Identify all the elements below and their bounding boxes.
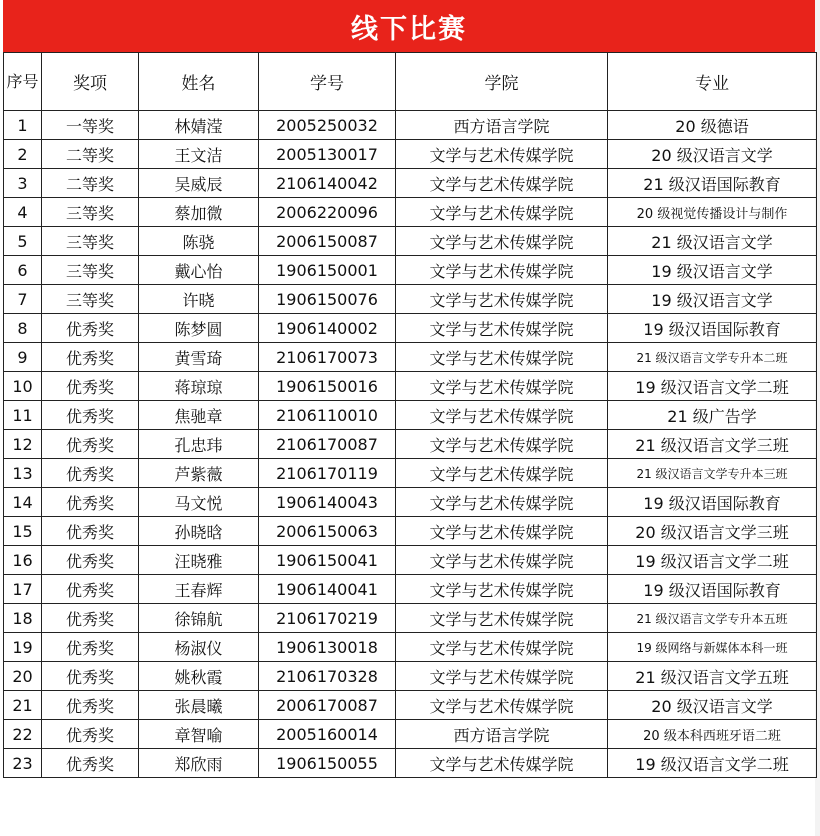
cell-major: 19 级汉语言文学 bbox=[608, 256, 817, 285]
cell-student-id: 2106170073 bbox=[259, 343, 396, 372]
table-row bbox=[4, 256, 817, 285]
cell-college: 文学与艺术传媒学院 bbox=[396, 256, 608, 285]
cell-name: 许晓 bbox=[139, 285, 259, 314]
header-name: 姓名 bbox=[139, 53, 259, 111]
cell-name: 芦紫薇 bbox=[139, 459, 259, 488]
cell-college: 文学与艺术传媒学院 bbox=[396, 546, 608, 575]
cell-college: 西方语言学院 bbox=[396, 111, 608, 140]
cell-name: 汪晓雅 bbox=[139, 546, 259, 575]
cell-student-id: 2005250032 bbox=[259, 111, 396, 140]
cell-award: 三等奖 bbox=[42, 285, 139, 314]
table-row bbox=[4, 285, 817, 314]
cell-major: 19 级汉语国际教育 bbox=[608, 314, 817, 343]
table-row bbox=[4, 749, 817, 778]
cell-seq: 8 bbox=[4, 314, 42, 343]
table-row bbox=[4, 691, 817, 720]
cell-award: 优秀奖 bbox=[42, 401, 139, 430]
cell-student-id: 2005160014 bbox=[259, 720, 396, 749]
table-row bbox=[4, 430, 817, 459]
cell-college: 文学与艺术传媒学院 bbox=[396, 169, 608, 198]
table-row bbox=[4, 604, 817, 633]
cell-award: 一等奖 bbox=[42, 111, 139, 140]
cell-major: 19 级汉语言文学二班 bbox=[608, 749, 817, 778]
cell-award: 三等奖 bbox=[42, 256, 139, 285]
table-row bbox=[4, 488, 817, 517]
cell-award: 优秀奖 bbox=[42, 430, 139, 459]
table-row bbox=[4, 343, 817, 372]
cell-name: 章智喻 bbox=[139, 720, 259, 749]
cell-award: 优秀奖 bbox=[42, 488, 139, 517]
cell-name: 郑欣雨 bbox=[139, 749, 259, 778]
cell-seq: 16 bbox=[4, 546, 42, 575]
cell-major: 21 级汉语言文学五班 bbox=[608, 662, 817, 691]
cell-major: 19 级汉语言文学 bbox=[608, 285, 817, 314]
cell-seq: 12 bbox=[4, 430, 42, 459]
cell-student-id: 1906150041 bbox=[259, 546, 396, 575]
cell-major: 19 级汉语国际教育 bbox=[608, 575, 817, 604]
cell-major: 19 级网络与新媒体本科一班 bbox=[608, 633, 817, 662]
cell-major: 20 级德语 bbox=[608, 111, 817, 140]
cell-college: 文学与艺术传媒学院 bbox=[396, 459, 608, 488]
table-row bbox=[4, 633, 817, 662]
cell-major: 20 级汉语言文学 bbox=[608, 140, 817, 169]
cell-student-id: 1906150055 bbox=[259, 749, 396, 778]
table-row bbox=[4, 575, 817, 604]
cell-seq: 9 bbox=[4, 343, 42, 372]
table-row bbox=[4, 140, 817, 169]
table-row bbox=[4, 314, 817, 343]
cell-award: 优秀奖 bbox=[42, 546, 139, 575]
cell-student-id: 2006150087 bbox=[259, 227, 396, 256]
cell-major: 21 级汉语言文学 bbox=[608, 227, 817, 256]
cell-name: 黄雪琦 bbox=[139, 343, 259, 372]
cell-award: 优秀奖 bbox=[42, 372, 139, 401]
cell-student-id: 1906150001 bbox=[259, 256, 396, 285]
cell-award: 优秀奖 bbox=[42, 575, 139, 604]
cell-student-id: 1906140041 bbox=[259, 575, 396, 604]
cell-award: 优秀奖 bbox=[42, 749, 139, 778]
header-major: 专业 bbox=[608, 53, 817, 111]
cell-award: 优秀奖 bbox=[42, 343, 139, 372]
cell-name: 陈骁 bbox=[139, 227, 259, 256]
cell-student-id: 1906150016 bbox=[259, 372, 396, 401]
cell-name: 孔忠玮 bbox=[139, 430, 259, 459]
table-row bbox=[4, 546, 817, 575]
cell-major: 20 级本科西班牙语二班 bbox=[608, 720, 817, 749]
cell-student-id: 1906140002 bbox=[259, 314, 396, 343]
cell-college: 文学与艺术传媒学院 bbox=[396, 691, 608, 720]
header-row bbox=[4, 53, 817, 111]
cell-award: 二等奖 bbox=[42, 140, 139, 169]
table-row bbox=[4, 517, 817, 546]
cell-major: 21 级汉语言文学三班 bbox=[608, 430, 817, 459]
cell-student-id: 1906150076 bbox=[259, 285, 396, 314]
cell-seq: 13 bbox=[4, 459, 42, 488]
cell-name: 王春辉 bbox=[139, 575, 259, 604]
cell-college: 文学与艺术传媒学院 bbox=[396, 314, 608, 343]
table-row bbox=[4, 720, 817, 749]
cell-college: 文学与艺术传媒学院 bbox=[396, 430, 608, 459]
cell-award: 优秀奖 bbox=[42, 633, 139, 662]
cell-seq: 19 bbox=[4, 633, 42, 662]
cell-major: 20 级视觉传播设计与制作 bbox=[608, 198, 817, 227]
cell-name: 孙晓晗 bbox=[139, 517, 259, 546]
cell-name: 陈梦圆 bbox=[139, 314, 259, 343]
cell-name: 吴威辰 bbox=[139, 169, 259, 198]
cell-seq: 4 bbox=[4, 198, 42, 227]
cell-seq: 6 bbox=[4, 256, 42, 285]
cell-college: 文学与艺术传媒学院 bbox=[396, 575, 608, 604]
table-row bbox=[4, 169, 817, 198]
cell-seq: 18 bbox=[4, 604, 42, 633]
cell-student-id: 2106170087 bbox=[259, 430, 396, 459]
cell-college: 西方语言学院 bbox=[396, 720, 608, 749]
cell-award: 优秀奖 bbox=[42, 459, 139, 488]
table-row bbox=[4, 459, 817, 488]
cell-student-id: 2106140042 bbox=[259, 169, 396, 198]
cell-student-id: 1906140043 bbox=[259, 488, 396, 517]
cell-college: 文学与艺术传媒学院 bbox=[396, 488, 608, 517]
cell-name: 蒋琼琼 bbox=[139, 372, 259, 401]
cell-college: 文学与艺术传媒学院 bbox=[396, 140, 608, 169]
cell-student-id: 2106170219 bbox=[259, 604, 396, 633]
cell-award: 优秀奖 bbox=[42, 314, 139, 343]
cell-award: 二等奖 bbox=[42, 169, 139, 198]
table-row bbox=[4, 111, 817, 140]
cell-major: 19 级汉语言文学二班 bbox=[608, 372, 817, 401]
table-row bbox=[4, 372, 817, 401]
cell-major: 21 级广告学 bbox=[608, 401, 817, 430]
cell-major: 21 级汉语言文学专升本三班 bbox=[608, 459, 817, 488]
cell-name: 杨淑仪 bbox=[139, 633, 259, 662]
cell-major: 21 级汉语国际教育 bbox=[608, 169, 817, 198]
cell-award: 优秀奖 bbox=[42, 604, 139, 633]
cell-name: 戴心怡 bbox=[139, 256, 259, 285]
cell-college: 文学与艺术传媒学院 bbox=[396, 343, 608, 372]
cell-seq: 1 bbox=[4, 111, 42, 140]
cell-seq: 21 bbox=[4, 691, 42, 720]
cell-major: 20 级汉语言文学三班 bbox=[608, 517, 817, 546]
cell-college: 文学与艺术传媒学院 bbox=[396, 517, 608, 546]
cell-seq: 20 bbox=[4, 662, 42, 691]
cell-seq: 2 bbox=[4, 140, 42, 169]
cell-name: 焦驰章 bbox=[139, 401, 259, 430]
cell-award: 优秀奖 bbox=[42, 720, 139, 749]
cell-name: 姚秋霞 bbox=[139, 662, 259, 691]
cell-seq: 11 bbox=[4, 401, 42, 430]
table-row bbox=[4, 198, 817, 227]
cell-student-id: 2006150063 bbox=[259, 517, 396, 546]
cell-student-id: 2006220096 bbox=[259, 198, 396, 227]
cell-award: 三等奖 bbox=[42, 198, 139, 227]
cell-name: 王文洁 bbox=[139, 140, 259, 169]
header-college: 学院 bbox=[396, 53, 608, 111]
cell-name: 张晨曦 bbox=[139, 691, 259, 720]
cell-college: 文学与艺术传媒学院 bbox=[396, 662, 608, 691]
cell-seq: 23 bbox=[4, 749, 42, 778]
cell-seq: 10 bbox=[4, 372, 42, 401]
cell-seq: 5 bbox=[4, 227, 42, 256]
cell-seq: 7 bbox=[4, 285, 42, 314]
cell-name: 林婧滢 bbox=[139, 111, 259, 140]
header-seq: 序号 bbox=[4, 53, 42, 111]
table-row bbox=[4, 662, 817, 691]
cell-seq: 22 bbox=[4, 720, 42, 749]
cell-award: 优秀奖 bbox=[42, 691, 139, 720]
cell-student-id: 2005130017 bbox=[259, 140, 396, 169]
cell-seq: 3 bbox=[4, 169, 42, 198]
cell-major: 19 级汉语国际教育 bbox=[608, 488, 817, 517]
cell-college: 文学与艺术传媒学院 bbox=[396, 227, 608, 256]
header-award: 奖项 bbox=[42, 53, 139, 111]
award-results-table bbox=[3, 52, 817, 778]
title-banner: 线下比赛 bbox=[3, 0, 815, 52]
cell-student-id: 2006170087 bbox=[259, 691, 396, 720]
cell-award: 优秀奖 bbox=[42, 662, 139, 691]
cell-award: 优秀奖 bbox=[42, 517, 139, 546]
cell-student-id: 2106170328 bbox=[259, 662, 396, 691]
cell-college: 文学与艺术传媒学院 bbox=[396, 372, 608, 401]
cell-college: 文学与艺术传媒学院 bbox=[396, 604, 608, 633]
table-row bbox=[4, 227, 817, 256]
cell-college: 文学与艺术传媒学院 bbox=[396, 401, 608, 430]
cell-major: 20 级汉语言文学 bbox=[608, 691, 817, 720]
cell-seq: 17 bbox=[4, 575, 42, 604]
header-student-id: 学号 bbox=[259, 53, 396, 111]
cell-student-id: 1906130018 bbox=[259, 633, 396, 662]
cell-seq: 14 bbox=[4, 488, 42, 517]
cell-name: 徐锦航 bbox=[139, 604, 259, 633]
cell-seq: 15 bbox=[4, 517, 42, 546]
cell-name: 蔡加微 bbox=[139, 198, 259, 227]
table-row bbox=[4, 401, 817, 430]
cell-major: 21 级汉语言文学专升本五班 bbox=[608, 604, 817, 633]
cell-college: 文学与艺术传媒学院 bbox=[396, 749, 608, 778]
cell-major: 19 级汉语言文学二班 bbox=[608, 546, 817, 575]
cell-student-id: 2106170119 bbox=[259, 459, 396, 488]
cell-name: 马文悦 bbox=[139, 488, 259, 517]
cell-award: 三等奖 bbox=[42, 227, 139, 256]
cell-major: 21 级汉语言文学专升本二班 bbox=[608, 343, 817, 372]
cell-student-id: 2106110010 bbox=[259, 401, 396, 430]
cell-college: 文学与艺术传媒学院 bbox=[396, 633, 608, 662]
cell-college: 文学与艺术传媒学院 bbox=[396, 198, 608, 227]
cell-college: 文学与艺术传媒学院 bbox=[396, 285, 608, 314]
